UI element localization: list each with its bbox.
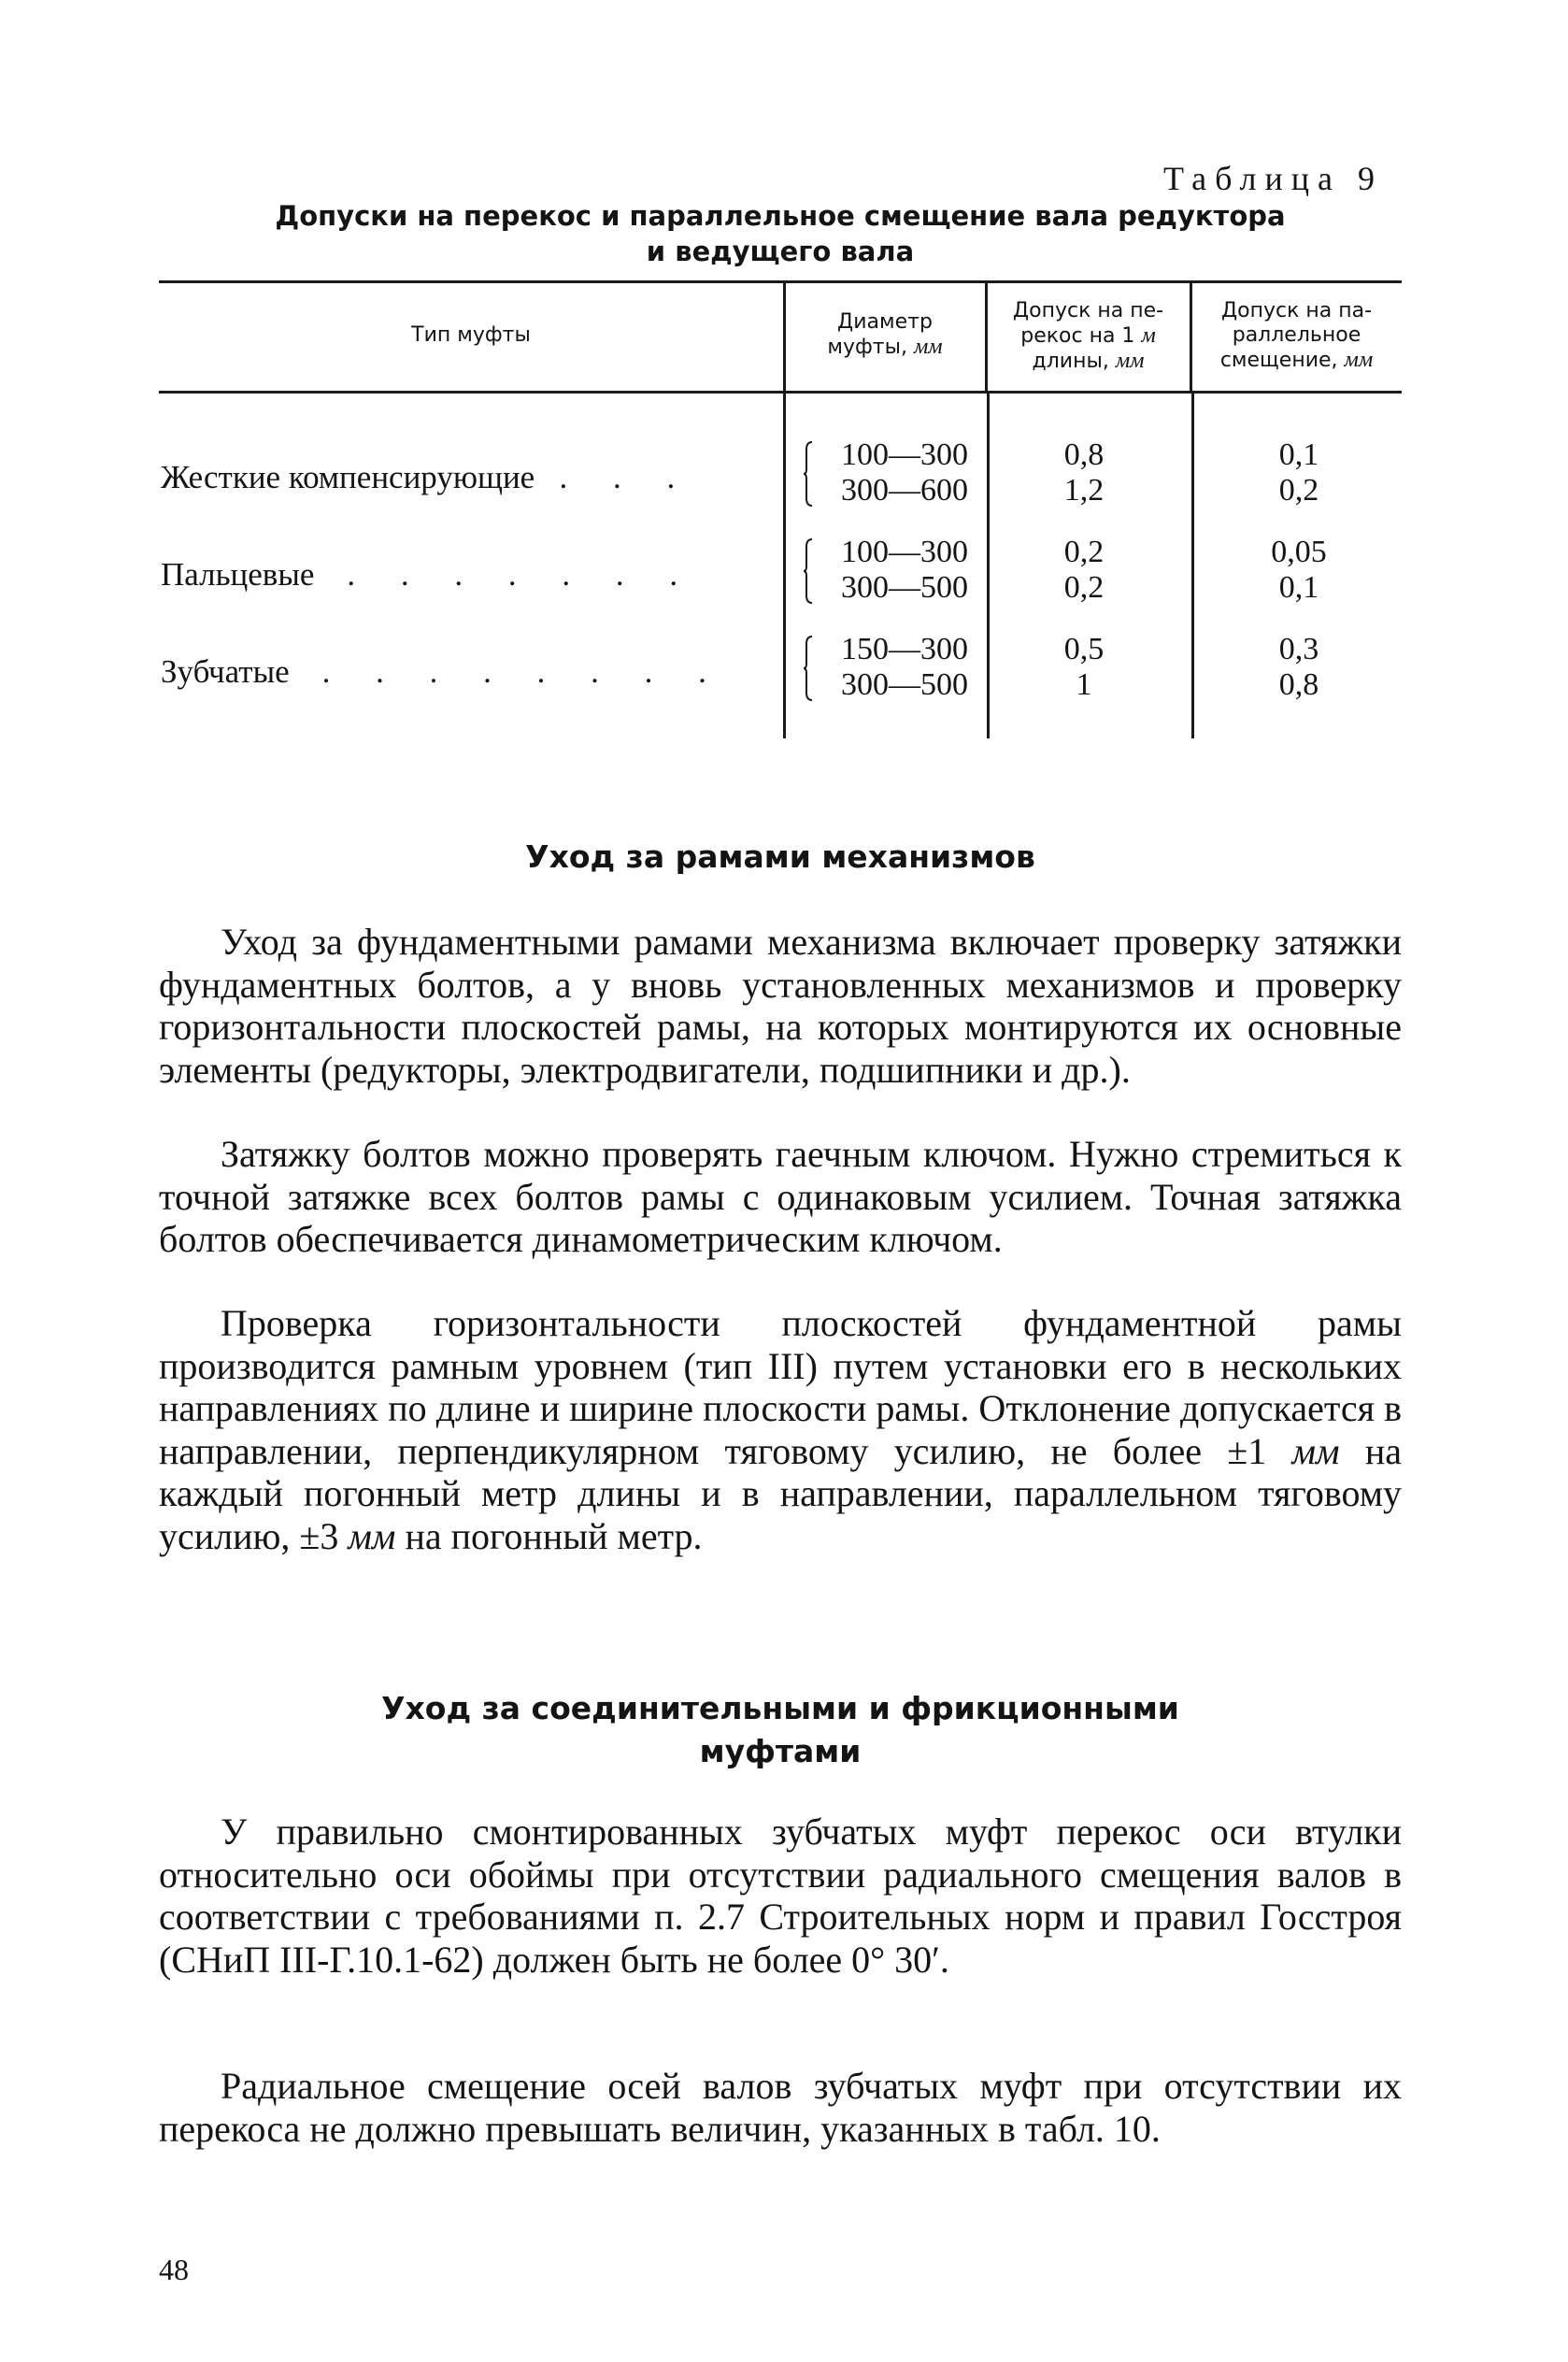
leader-dots: . . . . . . . <box>347 556 697 593</box>
skew-tolerance: 0,8 1,2 <box>1063 437 1105 508</box>
brace-icon <box>804 537 813 605</box>
skew-tolerance: 0,2 0,2 <box>1063 535 1105 605</box>
header-shift-tolerance: Допуск на па- раллельное смещение, мм <box>1219 299 1374 372</box>
diameter-range: 100—300 300—600 <box>841 437 968 508</box>
paragraph: Проверка горизонтальности плоскостей фундаментной рамы производится рамным уровнем (тип III) путем установки его в нескольких направлениях по длине и ширине плоскости рамы. Отклонение допускается в направлении, перпендикулярном тяговому усилию, не более ±1 мм на каждый погонный метр длины и в направлении, параллельном тяговому усилию, ±3 мм на погонный метр. <box>159 1302 1402 1557</box>
coupling-type: Пальцевые <box>161 556 315 593</box>
table-number: Таблица 9 <box>1163 160 1383 197</box>
table-caption-line-1: Допуски на перекос и параллельное смещение вала редуктора <box>275 200 1286 232</box>
header-diameter: Диаметр муфты, мм <box>827 310 943 359</box>
skew-tolerance: 0,5 1 <box>1063 632 1105 702</box>
table-header-rule <box>159 391 1402 394</box>
section-heading-couplings: Уход за соединительными и фрикционными муфтами <box>381 1690 1179 1769</box>
paragraph: У правильно смонтированных зубчатых муфт перекос оси втулки относительно оси обоймы при отсутствии радиального смещения валов в соответствии с требованиями п. 2.7 Строительных норм и правил Госстроя (СНиП III-Г.10.1-62) должен быть не более 0° 30′. <box>159 1811 1402 1981</box>
page-number: 48 <box>159 2253 189 2286</box>
table-top-rule <box>159 280 1402 283</box>
table-caption-line-2: и ведущего вала <box>646 236 915 267</box>
header-coupling-type: Тип муфты <box>411 323 531 347</box>
header-skew-tolerance: Допуск на пе- рекос на 1 м длины, мм <box>1012 299 1164 373</box>
leader-dots: . . . <box>559 459 694 495</box>
paragraph: Радиальное смещение осей валов зубчатых муфт при отсутствии их перекоса не должно превышать величин, указанных в табл. 10. <box>159 2065 1402 2150</box>
leader-dots: . . . . . . . . <box>321 653 725 690</box>
brace-icon <box>804 635 813 702</box>
shift-tolerance: 0,05 0,1 <box>1271 535 1327 605</box>
diameter-range: 150—300 300—500 <box>841 632 968 702</box>
paragraph: Уход за фундаментными рамами механизма включает проверку затяжки фундаментных болтов, а у вновь установленных механизмов и проверку горизонтальности плоскостей рамы, на которых монтируются их основные элементы (редукторы, электродвигатели, подшипники и др.). <box>159 921 1402 1091</box>
coupling-type: Жесткие компенсирующие <box>161 459 535 495</box>
diameter-range: 100—300 300—500 <box>841 535 968 605</box>
section-heading-frames: Уход за рамами механизмов <box>525 838 1035 875</box>
paragraph: Затяжку болтов можно проверять гаечным ключом. Нужно стремиться к точной затяжке всех болтов рамы с одинаковым усилием. Точная затяжка болтов обеспечивается динамометрическим ключом. <box>159 1133 1402 1260</box>
table-row-rigid <box>159 437 1402 516</box>
coupling-type: Зубчатые <box>161 653 290 690</box>
brace-icon <box>804 440 813 508</box>
tolerance-table <box>159 280 1402 748</box>
table-caption <box>243 198 1318 269</box>
table-row-gear <box>159 632 1402 710</box>
shift-tolerance: 0,1 0,2 <box>1278 437 1319 508</box>
table-row-pin <box>159 535 1402 613</box>
shift-tolerance: 0,3 0,8 <box>1278 632 1319 702</box>
